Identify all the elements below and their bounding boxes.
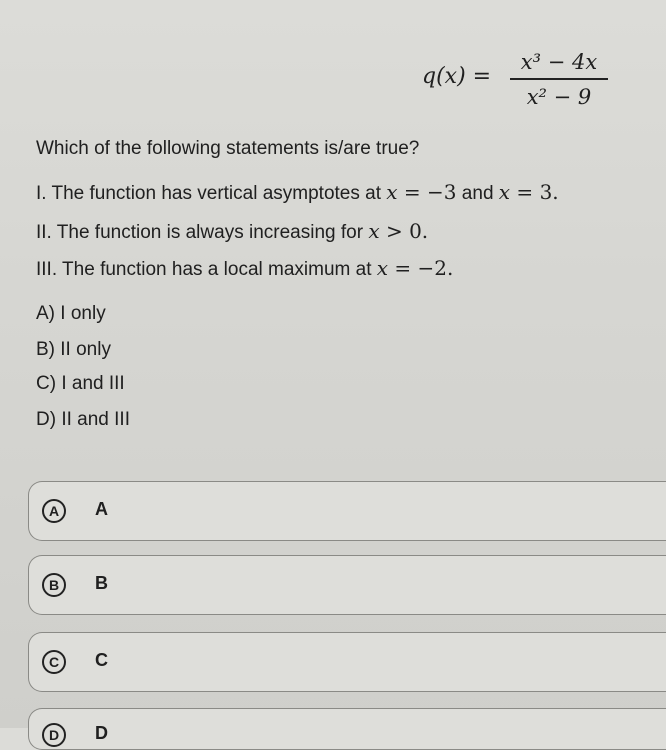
option-d-text: D) II and III	[36, 409, 130, 430]
choice-d-badge: D	[42, 723, 66, 747]
formula-denominator: x² − 9	[526, 85, 592, 109]
statement-2-text: II. The function is always increasing for	[36, 222, 369, 243]
choice-b-label: B	[95, 573, 108, 593]
statement-1	[36, 180, 559, 205]
choice-a-badge: A	[42, 499, 66, 523]
statement-1-var-a: x	[386, 180, 398, 204]
formula-fraction	[510, 50, 608, 109]
choice-d-label: D	[95, 723, 108, 743]
statement-3-text: III. The function has a local maximum at	[36, 259, 377, 280]
statement-1-text: I. The function has vertical asymptotes at	[36, 183, 387, 204]
statement-2	[36, 219, 428, 244]
statement-2-var: x	[368, 219, 380, 243]
statement-1-op-b: =	[510, 180, 540, 204]
formula-numerator: x³ − 4x	[520, 50, 598, 74]
option-a-text: A) I only	[36, 303, 106, 324]
answer-choice-c[interactable]	[28, 632, 666, 692]
fraction-bar	[510, 78, 608, 80]
statement-3-val: −2.	[417, 256, 454, 280]
answer-choice-d[interactable]	[28, 708, 666, 750]
answer-choice-a[interactable]	[28, 481, 666, 541]
choice-b-badge: B	[42, 573, 66, 597]
option-c-text: C) I and III	[36, 373, 125, 394]
option-b-text: B) II only	[36, 339, 111, 360]
statement-1-val-a: −3	[427, 180, 457, 204]
choice-c-label: C	[95, 650, 108, 670]
statement-2-op: >	[379, 219, 410, 243]
answer-choice-b[interactable]	[28, 555, 666, 615]
statement-1-op-a: =	[397, 180, 428, 204]
statement-2-val: 0.	[409, 219, 429, 243]
statement-3-op: =	[388, 256, 418, 280]
statement-1-var-b: x	[498, 180, 511, 204]
choice-c-badge: C	[42, 650, 66, 674]
statement-1-and: and	[456, 183, 499, 204]
statement-3-var: x	[376, 256, 389, 280]
question-text: Which of the following statements is/are true?	[36, 138, 420, 159]
choice-a-label: A	[95, 499, 108, 519]
formula-lhs: q(x) =	[422, 64, 492, 89]
function-formula	[422, 40, 622, 120]
statement-3	[36, 256, 453, 281]
statement-1-val-b: 3.	[539, 180, 559, 204]
